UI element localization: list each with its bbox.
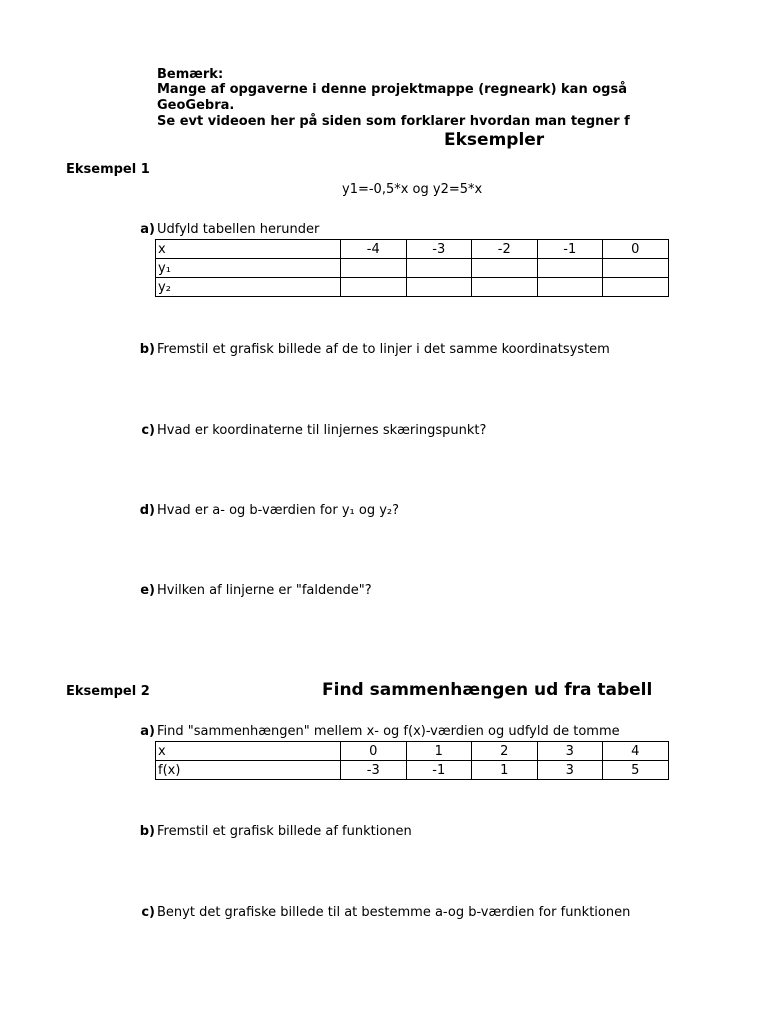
table-cell[interactable]: 4 xyxy=(603,742,669,761)
example-2-heading: Find sammenhængen ud fra tabell xyxy=(322,680,653,700)
table-cell[interactable]: y₁ xyxy=(156,259,341,278)
example-2-b-text: Fremstil et grafisk billede af funktionen xyxy=(157,824,412,839)
example-2-table xyxy=(155,741,669,780)
example-1-b-letter: b) xyxy=(139,342,155,357)
table-cell[interactable] xyxy=(341,259,407,278)
table-cell[interactable]: -3 xyxy=(406,240,472,259)
table-cell[interactable]: x xyxy=(156,742,341,761)
page-title: Eksempler xyxy=(444,130,545,150)
table-cell[interactable]: y₂ xyxy=(156,278,341,297)
table-row xyxy=(156,761,669,780)
example-1-a-letter: a) xyxy=(140,222,155,237)
table-row xyxy=(156,259,669,278)
table-cell[interactable]: 2 xyxy=(472,742,538,761)
example-1-equation: y1=-0,5*x og y2=5*x xyxy=(342,182,483,197)
example-2-b-letter: b) xyxy=(139,824,155,839)
table-cell[interactable]: 0 xyxy=(603,240,669,259)
table-cell[interactable]: -3 xyxy=(341,761,407,780)
table-row xyxy=(156,278,669,297)
note-line-2: GeoGebra. xyxy=(157,98,235,113)
example-2-a-text: Find "sammenhængen" mellem x- og f(x)-værdien og udfyld de tomme xyxy=(157,724,620,739)
table-cell[interactable]: 1 xyxy=(406,742,472,761)
example-1-e-text: Hvilken af linjerne er "faldende"? xyxy=(157,583,372,598)
table-cell[interactable] xyxy=(472,278,538,297)
table-header-row xyxy=(156,742,669,761)
example-1-a-text: Udfyld tabellen herunder xyxy=(157,222,320,237)
table-cell[interactable]: -1 xyxy=(406,761,472,780)
table-cell[interactable] xyxy=(341,278,407,297)
table-cell[interactable] xyxy=(603,259,669,278)
table-cell[interactable] xyxy=(537,259,603,278)
example-1-b-text: Fremstil et grafisk billede af de to linjer i det samme koordinatsystem xyxy=(157,342,610,357)
example-1-e-letter: e) xyxy=(140,583,155,598)
table-cell[interactable] xyxy=(406,259,472,278)
table-cell[interactable]: 3 xyxy=(537,742,603,761)
table-cell[interactable] xyxy=(603,278,669,297)
example-1-d-letter: d) xyxy=(139,503,155,518)
note-line-3: Se evt videoen her på siden som forklarer hvordan man tegner f xyxy=(157,114,630,129)
table-cell[interactable] xyxy=(472,259,538,278)
table-header-row xyxy=(156,240,669,259)
example-1-c-text: Hvad er koordinaterne til linjernes skæringspunkt? xyxy=(157,423,487,438)
example-2-label: Eksempel 2 xyxy=(66,684,150,699)
example-1-table xyxy=(155,239,669,297)
example-1-c-letter: c) xyxy=(141,423,155,438)
example-2-c-letter: c) xyxy=(141,905,155,920)
note-heading: Bemærk: xyxy=(157,67,224,82)
table-cell[interactable]: x xyxy=(156,240,341,259)
table-cell[interactable]: -2 xyxy=(472,240,538,259)
table-cell[interactable]: 5 xyxy=(603,761,669,780)
table-cell[interactable]: 1 xyxy=(472,761,538,780)
note-line-1: Mange af opgaverne i denne projektmappe (regneark) kan også xyxy=(157,82,627,97)
table-cell[interactable] xyxy=(406,278,472,297)
example-2-a-letter: a) xyxy=(140,724,155,739)
example-1-d-text: Hvad er a- og b-værdien for y₁ og y₂? xyxy=(157,503,400,518)
example-1-label: Eksempel 1 xyxy=(66,162,150,177)
table-cell[interactable]: 3 xyxy=(537,761,603,780)
table-cell[interactable]: 0 xyxy=(341,742,407,761)
table-cell[interactable]: -1 xyxy=(537,240,603,259)
example-2-c-text: Benyt det grafiske billede til at bestemme a-og b-værdien for funktionen xyxy=(157,905,631,920)
table-cell[interactable]: -4 xyxy=(341,240,407,259)
table-cell[interactable]: f(x) xyxy=(156,761,341,780)
table-cell[interactable] xyxy=(537,278,603,297)
